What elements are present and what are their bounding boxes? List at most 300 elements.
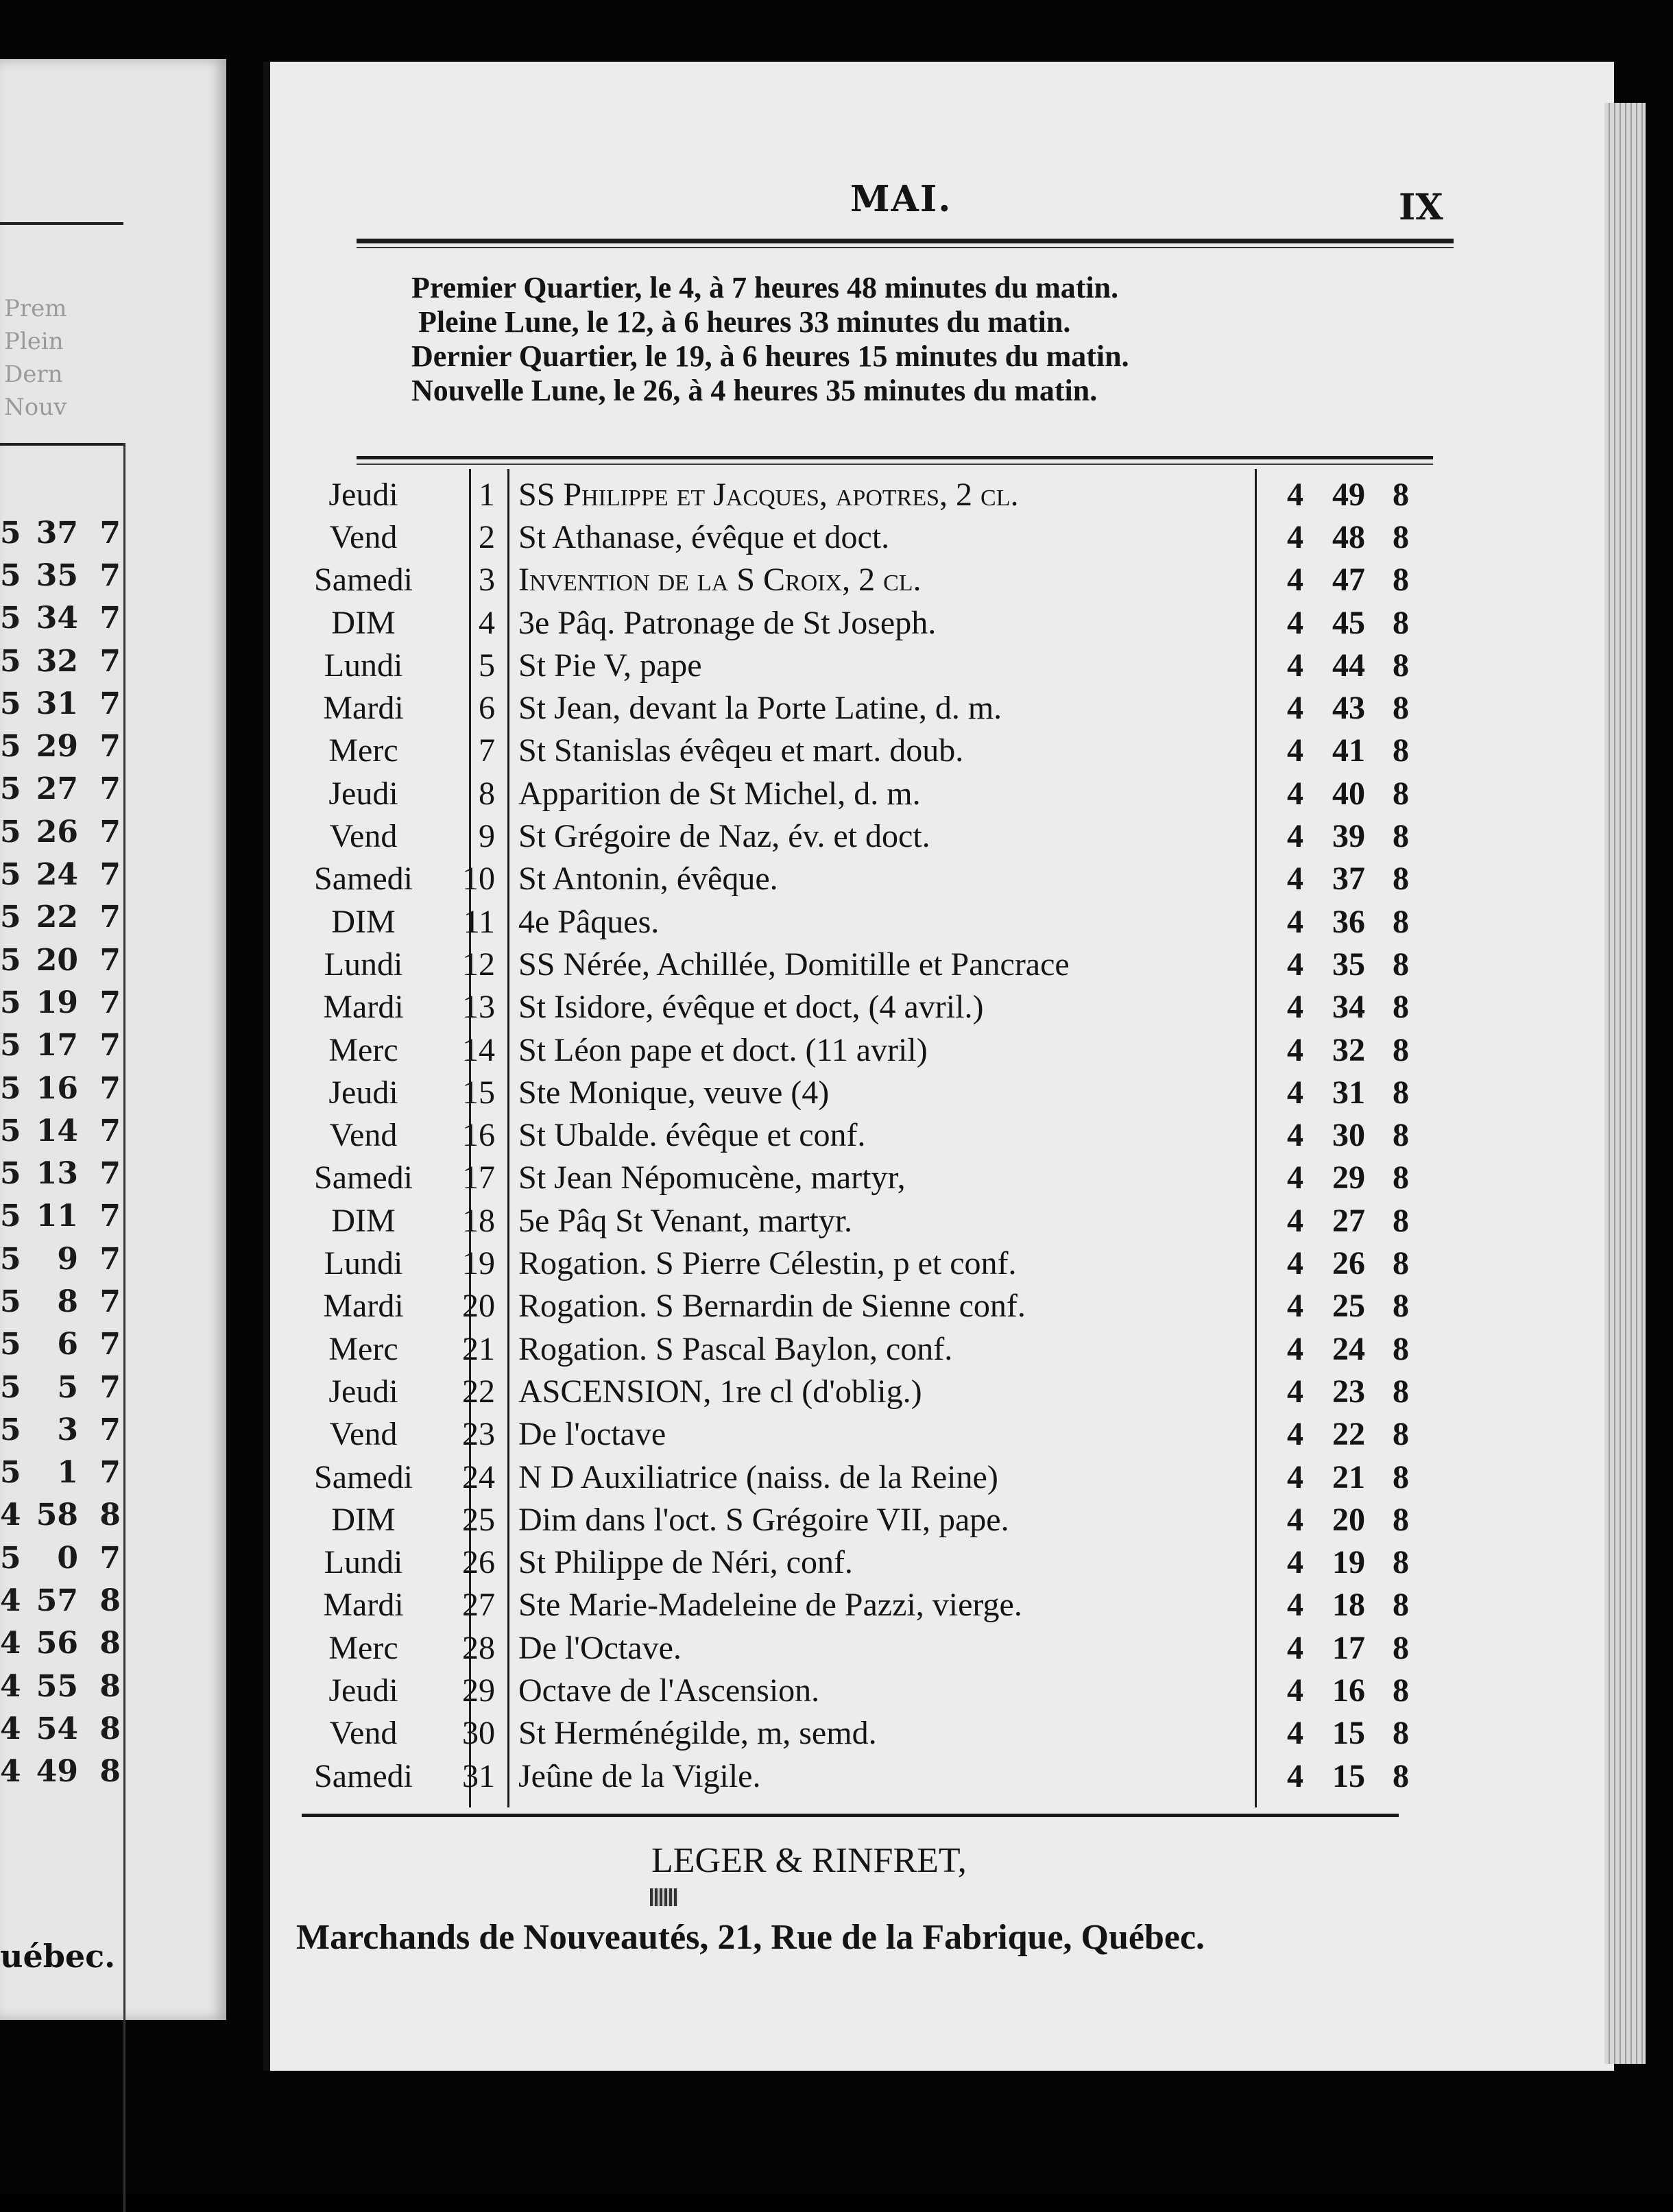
left-time-cell: 5: [0, 1455, 21, 1491]
left-time-cell: 8: [99, 1583, 121, 1619]
saint-cell: Apparition de St Michel, d. m.: [518, 775, 921, 812]
left-time-row: [0, 554, 123, 597]
saint-cell: Invention de la S Croix, 2 cl.: [518, 562, 922, 599]
left-time-row: [0, 1579, 123, 1622]
left-time-cell: 5: [0, 1241, 21, 1277]
left-time-row: [0, 1408, 123, 1451]
left-time-row: [0, 981, 123, 1024]
calendar-row: [295, 986, 1419, 1029]
left-time-row: [0, 512, 123, 554]
calendar-row: [295, 601, 1419, 644]
left-time-cell: 6: [57, 1327, 78, 1362]
left-time-cell: 13: [36, 1156, 78, 1192]
sunset-hour-cell: 8: [1393, 1373, 1409, 1410]
left-time-cell: 19: [36, 985, 78, 1020]
sunrise-hour-cell: 4: [1287, 818, 1303, 855]
sunrise-hour-cell: 4: [1287, 1373, 1303, 1410]
left-time-row: [0, 1152, 123, 1194]
saint-cell: St Jean, devant la Porte Latine, d. m.: [518, 690, 1002, 727]
sunrise-minute-cell: 30: [1332, 1117, 1365, 1154]
saint-cell: SS Nérée, Achillée, Domitille et Pancrace: [518, 946, 1070, 983]
sunrise-hour-cell: 4: [1287, 1672, 1303, 1709]
advertiser-address: Marchands de Nouveautés, 21, Rue de la Fabrique, Québec.: [296, 1918, 1205, 1957]
left-time-cell: 7: [99, 1284, 121, 1319]
weekday-cell: Lundi: [324, 1245, 403, 1282]
weekday-cell: Vend: [329, 518, 398, 555]
saint-cell: Ste Monique, veuve (4): [518, 1074, 830, 1111]
sunset-hour-cell: 8: [1393, 1074, 1409, 1111]
left-time-cell: 27: [36, 771, 78, 807]
sunset-hour-cell: 8: [1393, 1757, 1409, 1794]
weekday-cell: Samedi: [314, 861, 413, 898]
sunrise-hour-cell: 4: [1287, 1757, 1303, 1794]
sunrise-hour-cell: 4: [1287, 903, 1303, 940]
left-time-cell: 5: [0, 1028, 21, 1063]
left-time-cell: 7: [99, 1070, 121, 1106]
weekday-cell: Samedi: [314, 1458, 413, 1495]
date-cell: 23: [462, 1416, 495, 1453]
weekday-cell: Jeudi: [328, 1373, 398, 1410]
left-time-row: [0, 640, 123, 682]
sunrise-hour-cell: 4: [1287, 946, 1303, 983]
left-ghost-line: Dern: [4, 361, 63, 388]
sunset-hour-cell: 8: [1393, 1715, 1409, 1752]
sunrise-hour-cell: 4: [1287, 1416, 1303, 1453]
left-time-cell: 7: [99, 1540, 121, 1576]
sunrise-minute-cell: 44: [1332, 647, 1365, 684]
date-cell: 1: [479, 476, 495, 513]
printer-ornament-icon: [650, 1888, 677, 1906]
left-time-row: [0, 1067, 123, 1109]
left-time-cell: 5: [57, 1369, 78, 1405]
left-time-row: [0, 1024, 123, 1067]
weekday-cell: Mardi: [323, 1288, 404, 1325]
date-cell: 22: [462, 1373, 495, 1410]
sunrise-minute-cell: 27: [1332, 1202, 1365, 1239]
date-cell: 30: [462, 1715, 495, 1752]
left-time-row: [0, 939, 123, 981]
left-time-cell: 7: [99, 771, 121, 807]
calendar-row: [295, 730, 1419, 772]
sunset-hour-cell: 8: [1393, 1159, 1409, 1197]
left-time-cell: 32: [36, 643, 78, 679]
calendar-row: [295, 900, 1419, 943]
weekday-cell: DIM: [331, 1202, 396, 1239]
left-time-row: [0, 682, 123, 725]
sunrise-hour-cell: 4: [1287, 518, 1303, 555]
date-cell: 11: [463, 903, 495, 940]
sunset-hour-cell: 8: [1393, 1330, 1409, 1367]
left-time-cell: 4: [0, 1498, 21, 1533]
left-time-cell: 34: [36, 601, 78, 636]
sunset-hour-cell: 8: [1393, 903, 1409, 940]
left-time-row: [0, 1109, 123, 1152]
left-times-column: [0, 512, 123, 1793]
saint-cell: St Antonin, évêque.: [518, 861, 778, 898]
left-time-cell: 5: [0, 814, 21, 850]
sunrise-hour-cell: 4: [1287, 1074, 1303, 1111]
saint-cell: St Stanislas évêqeu et mart. doub.: [518, 732, 964, 769]
saint-cell: 3e Pâq. Patronage de St Joseph.: [518, 604, 937, 641]
header-rule: [357, 239, 1454, 243]
sunrise-minute-cell: 26: [1332, 1245, 1365, 1282]
left-ghost-line: Prem: [4, 295, 67, 322]
left-time-cell: 5: [0, 771, 21, 807]
left-time-row: [0, 1323, 123, 1366]
date-cell: 5: [479, 647, 495, 684]
weekday-cell: Samedi: [314, 562, 413, 599]
saint-cell: Rogation. S Pascal Baylon, conf.: [518, 1330, 953, 1367]
left-rule-mid: [0, 443, 123, 446]
date-cell: 3: [479, 562, 495, 599]
weekday-cell: Vend: [329, 1416, 398, 1453]
sunrise-minute-cell: 34: [1332, 989, 1365, 1026]
left-time-cell: 35: [36, 557, 78, 593]
sunset-hour-cell: 8: [1393, 732, 1409, 769]
sunrise-hour-cell: 4: [1287, 1159, 1303, 1197]
sunrise-minute-cell: 25: [1332, 1288, 1365, 1325]
calendar-row: [295, 943, 1419, 985]
left-time-cell: 4: [0, 1711, 21, 1746]
left-ghost-line: Plein: [4, 328, 64, 355]
sunrise-minute-cell: 36: [1332, 903, 1365, 940]
left-time-cell: 4: [0, 1754, 21, 1790]
moon-phase-last-quarter: Dernier Quartier, le 19, à 6 heures 15 minutes du matin.: [411, 339, 1129, 373]
saint-cell: Ste Marie-Madeleine de Pazzi, vierge.: [518, 1587, 1022, 1624]
left-time-cell: 14: [36, 1113, 78, 1149]
sunset-hour-cell: 8: [1393, 476, 1409, 513]
sunset-hour-cell: 8: [1393, 1117, 1409, 1154]
calendar-row: [295, 815, 1419, 857]
left-time-cell: 58: [36, 1498, 78, 1533]
left-time-cell: 5: [0, 1156, 21, 1192]
sunrise-hour-cell: 4: [1287, 1544, 1303, 1581]
calendar-row: [295, 1669, 1419, 1711]
weekday-cell: Jeudi: [328, 476, 398, 513]
date-cell: 9: [479, 818, 495, 855]
saint-cell: 5e Pâq St Venant, martyr.: [518, 1202, 853, 1239]
left-time-cell: 9: [57, 1241, 78, 1277]
sunrise-hour-cell: 4: [1287, 1330, 1303, 1367]
left-time-cell: 5: [0, 1070, 21, 1106]
left-ghost-text: [4, 292, 80, 424]
saint-cell: St Athanase, évêque et doct.: [518, 518, 890, 555]
left-time-cell: 29: [36, 729, 78, 765]
left-time-cell: 22: [36, 900, 78, 935]
sunrise-hour-cell: 4: [1287, 647, 1303, 684]
sunset-hour-cell: 8: [1393, 946, 1409, 983]
sunrise-minute-cell: 48: [1332, 518, 1365, 555]
calendar-row: [295, 1370, 1419, 1412]
left-time-row: [0, 725, 123, 767]
calendar-row: [295, 473, 1419, 516]
calendar-row: [295, 858, 1419, 900]
left-time-row: [0, 768, 123, 810]
date-cell: 2: [479, 518, 495, 555]
saint-cell: St Léon pape et doct. (11 avril): [518, 1031, 928, 1068]
left-time-cell: 56: [36, 1626, 78, 1661]
left-time-cell: 7: [99, 686, 121, 721]
left-time-row: [0, 810, 123, 853]
left-time-cell: 20: [36, 942, 78, 978]
left-time-row: [0, 1494, 123, 1537]
date-cell: 10: [462, 861, 495, 898]
sunrise-hour-cell: 4: [1287, 604, 1303, 641]
sunrise-minute-cell: 23: [1332, 1373, 1365, 1410]
sunrise-hour-cell: 4: [1287, 562, 1303, 599]
left-time-row: [0, 1280, 123, 1323]
left-time-cell: 5: [0, 857, 21, 893]
sunrise-hour-cell: 4: [1287, 732, 1303, 769]
weekday-cell: Lundi: [324, 1544, 403, 1581]
left-time-cell: 5: [0, 900, 21, 935]
sunrise-minute-cell: 24: [1332, 1330, 1365, 1367]
left-time-row: [0, 1665, 123, 1707]
sunrise-hour-cell: 4: [1287, 861, 1303, 898]
sunrise-minute-cell: 31: [1332, 1074, 1365, 1111]
calendar-row: [295, 1498, 1419, 1541]
sunrise-hour-cell: 4: [1287, 1587, 1303, 1624]
left-time-row: [0, 1238, 123, 1280]
sunrise-minute-cell: 20: [1332, 1501, 1365, 1538]
saint-cell: De l'octave: [518, 1416, 666, 1453]
left-time-cell: 31: [36, 686, 78, 721]
weekday-cell: Merc: [328, 732, 398, 769]
calendar-row: [295, 1029, 1419, 1071]
sunset-hour-cell: 8: [1393, 1416, 1409, 1453]
calendar-rule-top: [357, 456, 1433, 459]
sunset-hour-cell: 8: [1393, 1629, 1409, 1666]
saint-cell: St Grégoire de Naz, év. et doct.: [518, 818, 930, 855]
left-time-row: [0, 1537, 123, 1579]
date-cell: 25: [462, 1501, 495, 1538]
sunset-hour-cell: 8: [1393, 647, 1409, 684]
left-time-cell: 5: [0, 557, 21, 593]
date-cell: 18: [462, 1202, 495, 1239]
left-time-cell: 1: [57, 1455, 78, 1491]
left-time-cell: 7: [99, 1327, 121, 1362]
date-cell: 16: [462, 1117, 495, 1154]
left-time-cell: 7: [99, 1412, 121, 1447]
date-cell: 24: [462, 1458, 495, 1495]
sunrise-hour-cell: 4: [1287, 1501, 1303, 1538]
left-time-row: [0, 896, 123, 939]
sunrise-minute-cell: 17: [1332, 1629, 1365, 1666]
calendar-row: [295, 1413, 1419, 1456]
sunrise-hour-cell: 4: [1287, 1245, 1303, 1282]
sunset-hour-cell: 8: [1393, 1202, 1409, 1239]
weekday-cell: Merc: [328, 1031, 398, 1068]
calendar-row: [295, 1626, 1419, 1669]
left-time-cell: 3: [57, 1412, 78, 1447]
sunrise-minute-cell: 45: [1332, 604, 1365, 641]
left-time-cell: 24: [36, 857, 78, 893]
saint-cell: St Philippe de Néri, conf.: [518, 1544, 853, 1581]
moon-phases: [411, 271, 1440, 408]
weekday-cell: Merc: [328, 1629, 398, 1666]
left-time-cell: 7: [99, 601, 121, 636]
sunrise-minute-cell: 21: [1332, 1458, 1365, 1495]
calendar-row: [295, 1584, 1419, 1626]
calendar-row: [295, 1712, 1419, 1755]
left-time-cell: 5: [0, 1412, 21, 1447]
moon-phase-full-moon: Pleine Lune, le 12, à 6 heures 33 minutes du matin.: [418, 305, 1071, 339]
left-time-cell: 5: [0, 942, 21, 978]
left-time-row: [0, 1751, 123, 1793]
sunset-hour-cell: 8: [1393, 818, 1409, 855]
calendar-table: [295, 469, 1419, 1807]
left-time-cell: 7: [99, 729, 121, 765]
left-time-row: [0, 1195, 123, 1238]
sunrise-hour-cell: 4: [1287, 1629, 1303, 1666]
left-time-cell: 7: [99, 1199, 121, 1234]
sunrise-hour-cell: 4: [1287, 690, 1303, 727]
calendar-row: [295, 1285, 1419, 1327]
left-time-cell: 5: [0, 1540, 21, 1576]
calendar-row: [295, 1157, 1419, 1199]
date-cell: 26: [462, 1544, 495, 1581]
left-time-cell: 7: [99, 1028, 121, 1063]
calendar-row: [295, 1242, 1419, 1284]
calendar-row: [295, 1114, 1419, 1157]
date-cell: 19: [462, 1245, 495, 1282]
sunrise-minute-cell: 35: [1332, 946, 1365, 983]
sunset-hour-cell: 8: [1393, 1245, 1409, 1282]
sunrise-hour-cell: 4: [1287, 1202, 1303, 1239]
sunrise-hour-cell: 4: [1287, 1288, 1303, 1325]
sunrise-minute-cell: 19: [1332, 1544, 1365, 1581]
weekday-cell: Vend: [329, 1117, 398, 1154]
date-cell: 28: [462, 1629, 495, 1666]
sunset-hour-cell: 8: [1393, 861, 1409, 898]
weekday-cell: DIM: [331, 903, 396, 940]
left-time-cell: 8: [99, 1626, 121, 1661]
date-cell: 14: [462, 1031, 495, 1068]
page-edge: [1604, 103, 1646, 2064]
calendar-row: [295, 559, 1419, 601]
date-cell: 31: [462, 1757, 495, 1794]
saint-cell: SS Philippe et Jacques, apotres, 2 cl.: [518, 476, 1019, 513]
sunrise-minute-cell: 22: [1332, 1416, 1365, 1453]
weekday-cell: Samedi: [314, 1159, 413, 1197]
sunrise-minute-cell: 16: [1332, 1672, 1365, 1709]
left-time-cell: 8: [99, 1668, 121, 1704]
sunset-hour-cell: 8: [1393, 1501, 1409, 1538]
weekday-cell: Merc: [328, 1330, 398, 1367]
sunset-hour-cell: 8: [1393, 604, 1409, 641]
sunrise-minute-cell: 47: [1332, 562, 1365, 599]
advertiser-name: LEGER & RINFRET,: [651, 1841, 967, 1880]
weekday-cell: Lundi: [324, 647, 403, 684]
sunrise-hour-cell: 4: [1287, 1715, 1303, 1752]
left-time-cell: 7: [99, 1241, 121, 1277]
left-time-cell: 4: [0, 1626, 21, 1661]
left-time-cell: 5: [0, 515, 21, 551]
weekday-cell: DIM: [331, 1501, 396, 1538]
left-time-cell: 4: [0, 1668, 21, 1704]
left-time-cell: 8: [99, 1498, 121, 1533]
saint-cell: Octave de l'Ascension.: [518, 1672, 820, 1709]
left-time-row: [0, 853, 123, 895]
sunrise-minute-cell: 40: [1332, 775, 1365, 812]
left-time-cell: 16: [36, 1070, 78, 1106]
saint-cell: Rogation. S Pierre Célestin, p et conf.: [518, 1245, 1017, 1282]
saint-cell: St Herménégilde, m, semd.: [518, 1715, 877, 1752]
left-time-cell: 5: [0, 1284, 21, 1319]
date-cell: 17: [462, 1159, 495, 1197]
date-cell: 7: [479, 732, 495, 769]
left-time-cell: 11: [36, 1199, 78, 1234]
date-cell: 6: [479, 690, 495, 727]
left-time-row: [0, 1707, 123, 1750]
saint-cell: Jeûne de la Vigile.: [518, 1757, 761, 1794]
left-time-cell: 5: [0, 985, 21, 1020]
calendar-rule-bottom: [302, 1814, 1399, 1817]
calendar-row: [295, 516, 1419, 558]
weekday-cell: Mardi: [323, 690, 404, 727]
sunset-hour-cell: 8: [1393, 775, 1409, 812]
weekday-cell: Vend: [329, 818, 398, 855]
weekday-cell: Vend: [329, 1715, 398, 1752]
saint-cell: Rogation. S Bernardin de Sienne conf.: [518, 1288, 1026, 1325]
calendar-row: [295, 1071, 1419, 1114]
left-time-row: [0, 1366, 123, 1408]
sunset-hour-cell: 8: [1393, 518, 1409, 555]
date-cell: 4: [479, 604, 495, 641]
left-time-cell: 5: [0, 1199, 21, 1234]
left-time-cell: 5: [0, 1113, 21, 1149]
left-time-cell: 54: [36, 1711, 78, 1746]
calendar-row: [295, 1755, 1419, 1797]
date-cell: 20: [462, 1288, 495, 1325]
weekday-cell: Samedi: [314, 1757, 413, 1794]
left-ghost-line: Nouv: [4, 394, 67, 421]
header-rule-thin: [357, 247, 1454, 248]
left-time-cell: 0: [57, 1540, 78, 1576]
left-time-cell: 7: [99, 515, 121, 551]
date-cell: 15: [462, 1074, 495, 1111]
sunrise-hour-cell: 4: [1287, 989, 1303, 1026]
left-time-cell: 7: [99, 1455, 121, 1491]
left-time-cell: 49: [36, 1754, 78, 1790]
left-time-cell: 26: [36, 814, 78, 850]
moon-phase-first-quarter: Premier Quartier, le 4, à 7 heures 48 minutes du matin.: [411, 271, 1119, 304]
sunset-hour-cell: 8: [1393, 1458, 1409, 1495]
date-cell: 21: [462, 1330, 495, 1367]
saint-cell: Dim dans l'oct. S Grégoire VII, pape.: [518, 1501, 1009, 1538]
sunrise-hour-cell: 4: [1287, 775, 1303, 812]
left-time-cell: 4: [0, 1583, 21, 1619]
saint-cell: ASCENSION, 1re cl (d'oblig.): [518, 1373, 922, 1410]
weekday-cell: Mardi: [323, 1587, 404, 1624]
left-time-cell: 7: [99, 857, 121, 893]
date-cell: 13: [462, 989, 495, 1026]
weekday-cell: Jeudi: [328, 775, 398, 812]
saint-cell: St Ubalde. évêque et conf.: [518, 1117, 866, 1154]
sunset-hour-cell: 8: [1393, 1544, 1409, 1581]
sunset-hour-cell: 8: [1393, 690, 1409, 727]
date-cell: 27: [462, 1587, 495, 1624]
left-time-cell: 17: [36, 1028, 78, 1063]
sunrise-hour-cell: 4: [1287, 1031, 1303, 1068]
saint-cell: St Isidore, évêque et doct, (4 avril.): [518, 989, 984, 1026]
calendar-rule-top-thin: [357, 464, 1433, 465]
left-time-row: [0, 1622, 123, 1665]
calendar-row: [295, 1199, 1419, 1242]
left-time-cell: 8: [57, 1284, 78, 1319]
left-time-row: [0, 1452, 123, 1494]
sunset-hour-cell: 8: [1393, 1288, 1409, 1325]
